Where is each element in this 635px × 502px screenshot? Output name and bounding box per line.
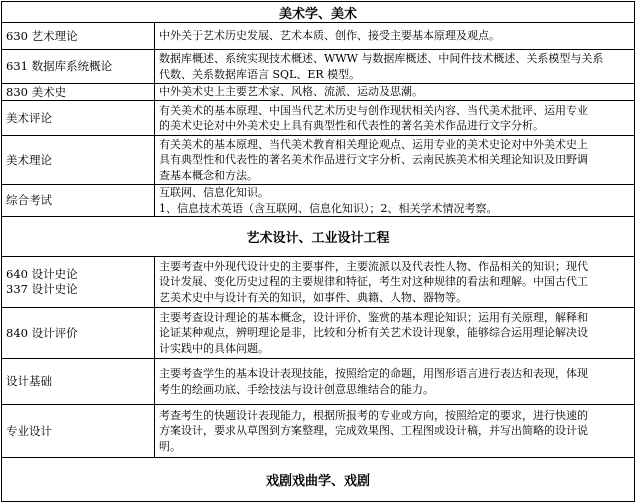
description-cell [155,308,635,359]
subject-name: 综合考试 [6,193,52,207]
description-line: 数据库概述、系统实现技术概述、WWW 与数据库概述、中间件技术概述、关系模型与关系 [159,52,604,65]
table-row [2,84,635,101]
description-cell [155,359,635,405]
subject-cell [2,185,155,217]
description-line: 明。 [159,439,181,453]
subject-cell [2,359,155,405]
subject-cell [2,405,155,458]
description-cell [155,23,635,50]
section-header [2,458,635,502]
description-cell [155,136,635,185]
description-cell [155,84,635,101]
description-cell [155,405,635,458]
subject-name: 840 设计评价 [6,325,78,340]
subject-cell [2,308,155,359]
description-line: 具有典型性和代表性的著名美术作品进行文字分析、云南民族美术相关理论知识及田野调 [159,153,588,167]
subject-name: 830 美术史 [6,84,67,99]
description-line: 有关美术的基本原理、中国当代艺术历史与创作现状相关内容、当代美术批评、运用专业 [159,103,588,117]
subject-name: 美术理论 [6,152,52,167]
description-line: 中外美术史上主要艺术家、风格、流派、运动及思潮。 [159,85,423,99]
subject-name: 631 数据库系统概论 [6,59,113,73]
subject-name: 640 设计史论 [6,267,78,281]
subject-name: 专业设计 [6,423,52,438]
subject-name: 美术评论 [6,110,52,125]
table-row [2,308,635,359]
table-row [2,185,635,217]
syllabus-table [1,1,635,502]
subject-cell [2,257,155,308]
description-line: 方案设计，要求从草图到方案整理，完成效果图、工程图或设计稿，并写出简略的设计说 [159,424,588,438]
description-line: 的美术史论对中外美术史上具有典型性和代表性的著名美术作品进行文字分析。 [159,119,544,132]
description-line: 考生的绘画功底、手绘技法与设计创意思维结合的能力。 [159,382,434,396]
subject-name: 630 艺术理论 [6,28,78,43]
subject-cell [2,50,155,84]
description-line: 设计发展、变化历史过程的主要规律和特征，考生对这种规律的看法和理解。中国古代工 [159,275,588,289]
section-title: 美术学、美术 [2,2,635,23]
description-line: 中外关于艺术历史发展、艺术本质、创作、接受主要基本原理及观点。 [159,29,500,43]
table-row [2,101,635,136]
description-line: 有关美术的基本原理、当代美术教育相关理论观点、运用专业的美术史论对中外美术史上 [159,137,588,151]
description-line: 考查考生的快题设计表现能力，根据所报考的专业或方向，按照给定的要求，进行快速的 [159,408,588,422]
table-row [2,257,635,308]
description-line: 代数、关系数据库语言 SQL、ER 模型。 [159,67,361,81]
table-row [2,136,635,185]
subject-cell [2,23,155,50]
description-cell [155,101,635,136]
section-title: 艺术设计、工业设计工程 [2,217,635,257]
description-line: 1、信息技术英语（含互联网、信息化知识）；2、相关学术情况考察。 [159,201,498,215]
section-header [2,217,635,257]
description-line: 主要考查设计理论的基本概念，设计评价、鉴赏的基本理论知识；运用有关原理，解释和 [159,310,588,324]
section-header [2,2,635,23]
description-line: 主要考查中外现代设计史的主要事件，主要流派以及代表性人物、作品相关的知识；现代 [159,259,588,273]
subject-name: 337 设计史论 [6,282,78,296]
description-line: 查基本概念和方法。 [159,168,258,182]
subject-cell [2,101,155,136]
description-line: 主要考查学生的基本设计表现技能，按照给定的命题，用图形语言进行表达和表现，体现 [159,367,588,380]
description-line: 互联网、信息化知识。 [159,186,269,199]
subject-name: 设计基础 [6,374,52,388]
description-line: 论证某种观点，辨明理论是非，比较和分析有关艺术设计现象，能够综合运用理论解决设 [159,326,588,340]
table-row [2,23,635,50]
table-row [2,405,635,458]
description-cell [155,257,635,308]
description-line: 艺美术史中与设计有关的知识，如事件、典籍、人物、器物等。 [159,290,467,304]
subject-cell [2,136,155,185]
description-cell [155,50,635,84]
description-cell [155,185,635,217]
subject-cell [2,84,155,101]
table-row [2,50,635,84]
section-title: 戏剧戏曲学、戏剧 [2,458,635,502]
table-row [2,359,635,405]
description-line: 计实践中的具体问题。 [159,341,269,355]
